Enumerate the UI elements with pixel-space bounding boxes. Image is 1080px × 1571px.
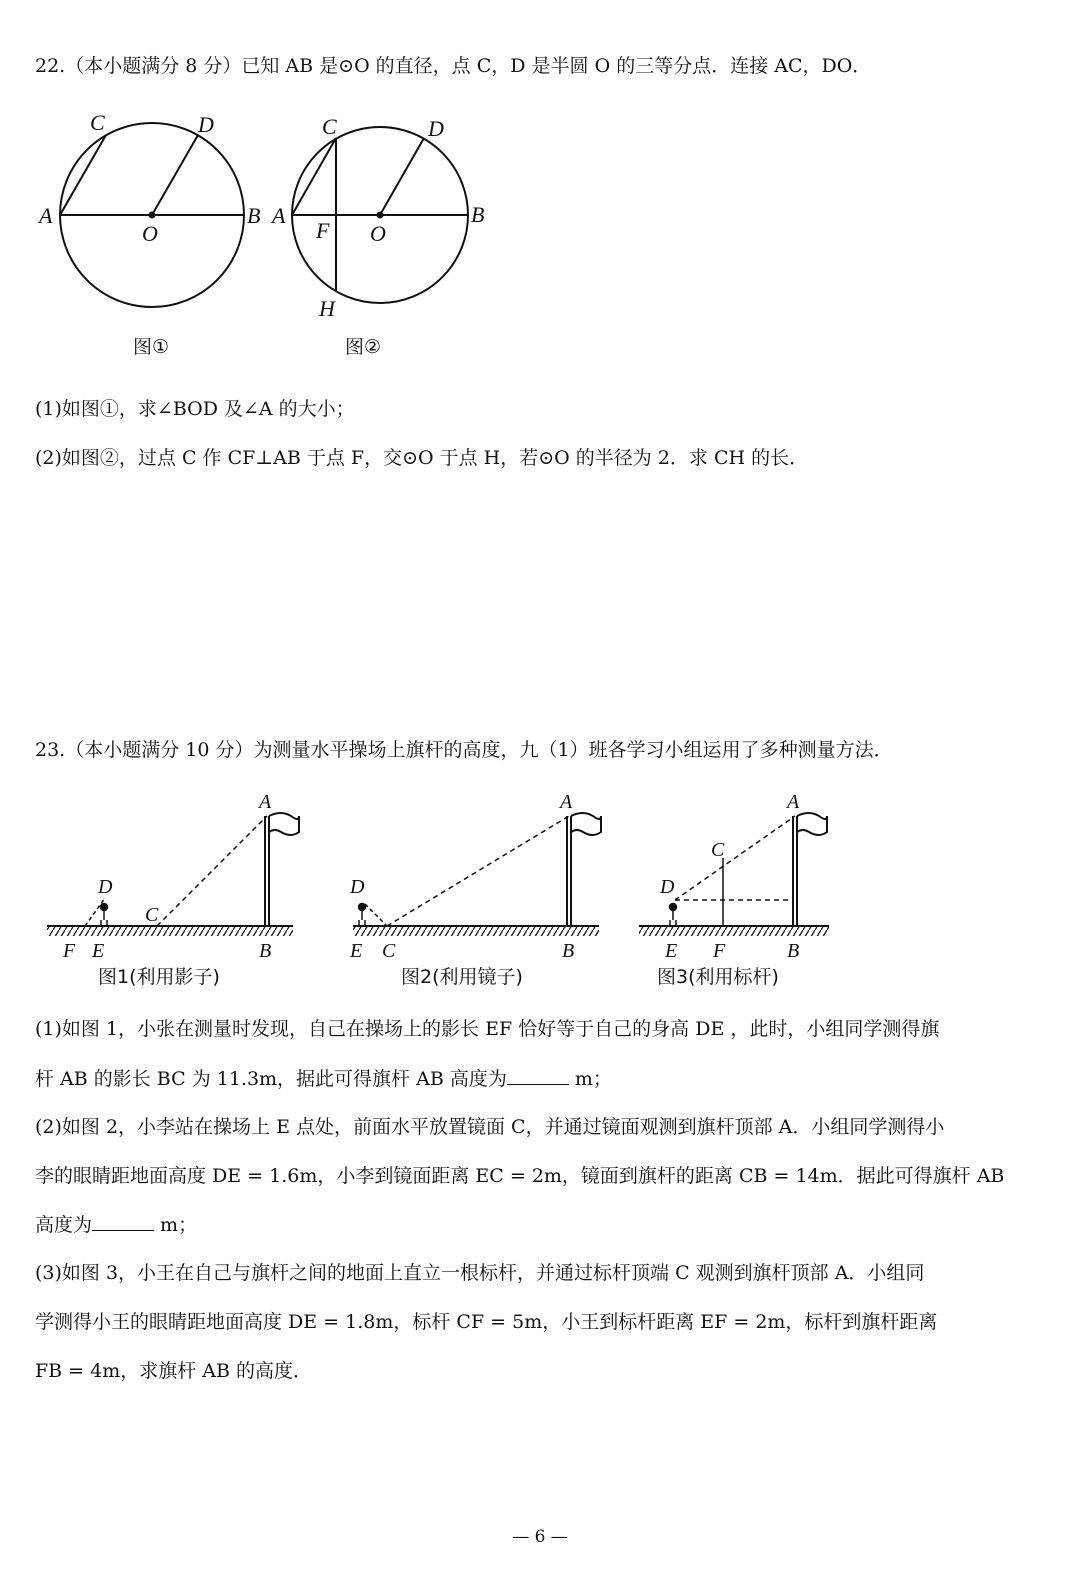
person-icon (101, 904, 108, 927)
q23-part2-line1: (2)如图 2，小李站在操场上 E 点处，前面水平放置镜面 C，并通过镜面观测到旗杆顶部 A．小组同学测得小 (35, 1116, 945, 1138)
fig2-label-B: B (471, 202, 485, 227)
fig1-label-O: O (142, 221, 158, 246)
q22-figures (30, 105, 510, 365)
q23-part3-line3: FB = 4m，求旗杆 AB 的高度． (35, 1360, 313, 1382)
fig1-label-A: A (39, 203, 53, 228)
answer-blank-1[interactable] (507, 1066, 569, 1085)
fig2-sight-DC (365, 904, 387, 926)
q23-part3-line2: 学测得小王的眼睛距地面高度 DE = 1.8m，标杆 CF = 5m，小王到标杆距离 EF = 2m，标杆到旗杆距离 (35, 1311, 938, 1333)
fig3-flag (797, 813, 827, 835)
f2-label-A: A (560, 791, 573, 813)
fig2-flag (571, 813, 601, 835)
f1-label-F: F (63, 940, 76, 962)
f1-label-E: E (92, 940, 105, 962)
f3-label-D: D (660, 876, 675, 898)
fig2-label-C: C (322, 114, 337, 139)
fig2-chord-AC (292, 138, 336, 215)
q23-part1-line2 (35, 1066, 612, 1091)
fig2-label-F: F (316, 218, 330, 243)
fig1-label-C: C (90, 110, 105, 135)
f2-label-C: C (382, 940, 396, 962)
answer-blank-2[interactable] (92, 1212, 154, 1231)
fig1-segment-DO (152, 135, 198, 215)
q23-part1-line1: (1)如图 1，小张在测量时发现，自己在操场上的影长 EF 恰好等于自己的身高 DE ，此时，小组同学测得旗 (35, 1018, 940, 1040)
f2-label-D: D (350, 876, 365, 898)
f2-label-B: B (562, 940, 575, 962)
q23-fig3-caption: 图3(利用标杆) (657, 966, 779, 988)
f3-label-A: A (787, 791, 800, 813)
fig2-center-dot (377, 212, 384, 219)
q23-part1-text-a: 杆 AB 的影长 BC 为 11.3m，据此可得旗杆 AB 高度为 (35, 1068, 507, 1090)
f3-label-C: C (711, 839, 725, 861)
q22-part2: (2)如图②，过点 C 作 CF⊥AB 于点 F，交⊙O 于点 H，若⊙O 的半径为 2．求 CH 的长． (35, 447, 809, 469)
fig1-flag (269, 813, 299, 835)
f1-label-C: C (145, 904, 159, 926)
fig2-label-A: A (272, 203, 286, 228)
q23-part2-text-a: 高度为 (35, 1214, 93, 1236)
fig2-label-D: D (428, 116, 444, 141)
f3-label-E: E (665, 940, 678, 962)
fig1-caption: 图① (133, 336, 170, 358)
q23-part2-line2: 李的眼睛距地面高度 DE = 1.6m，小李到镜面距离 EC = 2m，镜面到旗杆的距离 CB = 14m．据此可得旗杆 AB (35, 1165, 1005, 1187)
fig1-label-B: B (247, 203, 261, 228)
fig1-center-dot (149, 212, 156, 219)
q23-figures (35, 780, 845, 995)
fig2-label-O: O (370, 221, 386, 246)
f3-label-B: B (787, 940, 800, 962)
q23-header: 23.（本小题满分 10 分）为测量水平操场上旗杆的高度，九（1）班各学习小组运用了多种测量方法． (35, 739, 893, 761)
f1-label-B: B (259, 940, 272, 962)
q23-part2-line3 (35, 1212, 197, 1237)
f1-label-D: D (98, 876, 113, 898)
q22-part1: (1)如图①，求∠BOD 及∠A 的大小； (35, 398, 355, 420)
page-number: — 6 — (512, 1527, 568, 1547)
person-icon (670, 904, 677, 927)
q23-part1-text-b: m； (568, 1068, 612, 1090)
fig2-caption: 图② (345, 336, 382, 358)
fig1-chord-AC (60, 135, 106, 215)
f2-label-E: E (350, 940, 363, 962)
fig2-label-H: H (319, 296, 335, 321)
f1-label-A: A (259, 791, 272, 813)
fig1-label-D: D (198, 112, 214, 137)
q23-part3-line1: (3)如图 3，小王在自己与旗杆之间的地面上直立一根标杆，并通过标杆顶端 C 观测到旗杆顶部 A．小组同 (35, 1262, 925, 1284)
fig1-shadow-FD (85, 898, 105, 926)
fig3-sight-DA (675, 816, 795, 900)
f3-label-F: F (713, 940, 726, 962)
q23-fig2-caption: 图2(利用镜子) (401, 966, 523, 988)
q22-header: 22.（本小题满分 8 分）已知 AB 是⊙O 的直径，点 C，D 是半圆 O 的三等分点．连接 AC，DO． (35, 55, 872, 77)
q23-fig1-caption: 图1(利用影子) (98, 966, 220, 988)
fig1-sight-CA (157, 816, 267, 926)
fig2-sight-CA (387, 816, 569, 926)
person-icon (359, 904, 366, 927)
q23-part2-text-b: m； (154, 1214, 198, 1236)
fig2-segment-DO (380, 138, 424, 215)
